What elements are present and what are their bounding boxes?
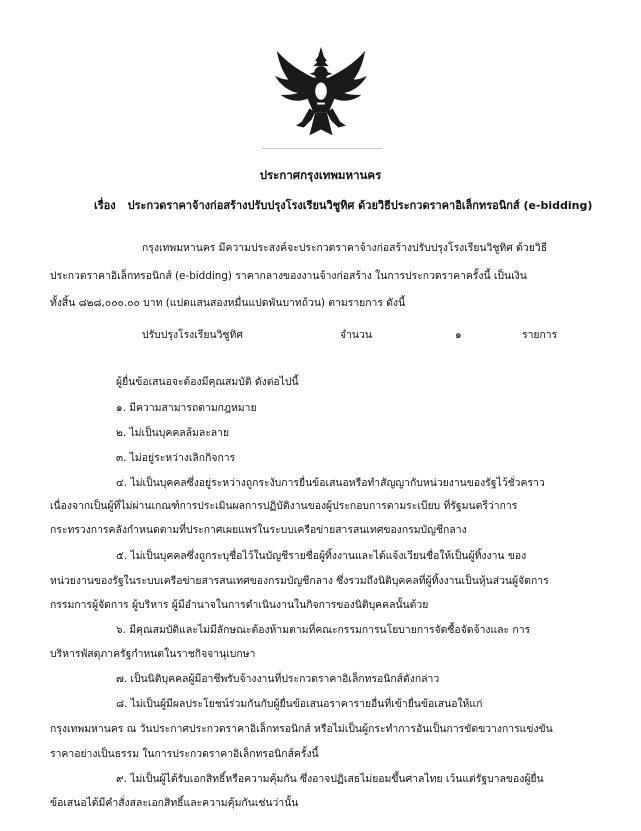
subject-text: ประกวดราคาจ้างก่อสร้างปรับปรุงโรงเรียนวิชูทิศ ด้วยวิธีประกวดราคาอิเล็กทรอนิกส์ (e-bidding) bbox=[127, 199, 593, 212]
qualification-5-line-1: ๕. ไม่เป็นบุคคลซึ่งถูกระบุชื่อไว้ในบัญชีรายชื่อผู้ทิ้งงานและได้แจ้งเวียนชื่อให้เป็นผู้ทิ้งงาน ของ bbox=[116, 550, 527, 562]
garuda-emblem-icon bbox=[272, 45, 370, 141]
qualification-9-line-1: ๙. ไม่เป็นผู้ได้รับเอกสิทธิ์หรือความคุ้มกัน ซึ่งอาจปฏิเสธไม่ยอมขึ้นศาลไทย เว้นแต่รัฐบาลของผู้ยื่น bbox=[116, 773, 544, 785]
qualification-2: ๒. ไม่เป็นบุคคลล้มละลาย bbox=[116, 427, 230, 439]
qualification-3: ๓. ไม่อยู่ระหว่างเลิกกิจการ bbox=[116, 452, 236, 464]
qualification-7: ๗. เป็นนิติบุคคลผู้มีอาชีพรับจ้างงานที่ประกวดราคาอิเล็กทรอนิกส์ดังกล่าว bbox=[116, 673, 440, 685]
qualification-8-line-1: ๘. ไม่เป็นผู้มีผลประโยชน์ร่วมกันกับผู้ยื่นข้อเสนอราคารายอื่นที่เข้ายื่นข้อเสนอให้แก่ bbox=[116, 698, 483, 710]
qualification-9-line-2: ข้อเสนอได้มีคำสั่งสละเอกสิทธิ์และความคุ้มกันเช่นว่านั้น bbox=[50, 797, 299, 809]
qualification-1: ๑. มีความสามารถตามกฎหมาย bbox=[116, 402, 257, 414]
qualification-5-line-2: หน่วยงานของรัฐในระบบเครือข่ายสารสนเทศของกรมบัญชีกลาง ซึ่งรวมถึงนิติบุคคลที่ผู้ทิ้งงานเป็นหุ้นส่วนผู้จัดการ bbox=[50, 575, 549, 587]
item-qty-label: จำนวน bbox=[340, 329, 372, 341]
qualification-4-line-2: เนื่องจากเป็นผู้ที่ไม่ผ่านเกณฑ์การประเมินผลการปฏิบัติงานของผู้ประกอบการตามระเบียบ ที่รัฐมนตรีว่าการ bbox=[50, 500, 518, 512]
qualification-4-line-1: ๔. ไม่เป็นบุคคลซึ่งอยู่ระหว่างถูกระงับการยื่นข้อเสนอหรือทำสัญญากับหน่วยงานของรัฐไว้ชั่วคราว bbox=[116, 477, 545, 489]
qualification-8-line-3: ราคาอย่างเป็นธรรม ในการประกวดราคาอิเล็กทรอนิกส์ครั้งนี้ bbox=[50, 748, 319, 760]
intro-line-3: ทั้งสิ้น ๘๒๘,๐๐๐.๐๐ บาท (แปดแสนสองหมื่นแปดพันบาทถ้วน) ตามรายการ ดังนี้ bbox=[50, 297, 406, 309]
qualification-5-line-3: กรรมการผู้จัดการ ผู้บริหาร ผู้มีอำนาจในการดำเนินงานในกิจการของนิติบุคคลนั้นด้วย bbox=[50, 599, 429, 611]
qualification-6-line-2: บริหารพัสดุภาครัฐกำหนดในราชกิจจานุเบกษา bbox=[50, 648, 256, 660]
header-divider bbox=[262, 148, 382, 149]
subject-label: เรื่อง bbox=[94, 199, 116, 212]
subject-line bbox=[94, 199, 592, 213]
item-name: ปรับปรุงโรงเรียนวิชูทิศ bbox=[142, 329, 243, 341]
qualification-4-line-3: กระทรวงการคลังกำหนดตามที่ประกาศเผยแพร่ในระบบเครือข่ายสารสนเทศของกรมบัญชีกลาง bbox=[50, 524, 467, 536]
qualification-8-line-2: กรุงเทพมหานคร ณ วันประกาศประกวดราคาอิเล็กทรอนิกส์ หรือไม่เป็นผู้กระทำการอันเป็นการขัดขวางการแข่งขัน bbox=[50, 723, 553, 735]
qualification-6-line-1: ๖. มีคุณสมบัติและไม่มีลักษณะต้องห้ามตามที่คณะกรรมการนโยบายการจัดซื้อจัดจ้างและ การ bbox=[116, 624, 531, 636]
item-unit: รายการ bbox=[522, 329, 558, 341]
intro-line-1: กรุงเทพมหานคร มีความประสงค์จะประกวดราคาจ้างก่อสร้างปรับปรุงโรงเรียนวิชูทิศ ด้วยวิธี bbox=[142, 242, 548, 254]
qualifications-heading: ผู้ยื่นข้อเสนอจะต้องมีคุณสมบัติ ดังต่อไปนี้ bbox=[116, 376, 299, 388]
intro-line-2: ประกวดราคาอิเล็กทรอนิกส์ (e-bidding) ราคากลางของงานจ้างก่อสร้าง ในการประกวดราคาครั้งนี้ เป็นเงิน bbox=[50, 270, 527, 282]
item-qty: ๑ bbox=[455, 329, 462, 341]
announcement-title: ประกาศกรุงเทพมหานคร bbox=[259, 168, 382, 182]
